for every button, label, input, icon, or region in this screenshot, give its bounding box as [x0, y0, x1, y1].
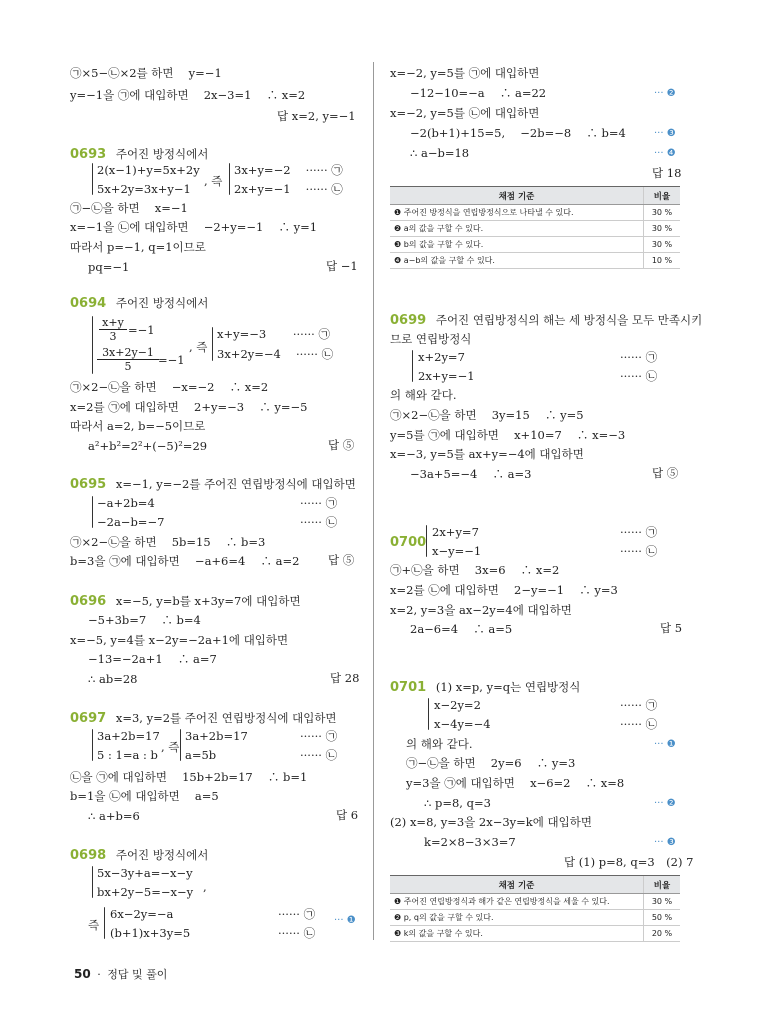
- line: ㉠×5−㉡×2를 하면 y=−1: [70, 66, 222, 80]
- equation-rhs: =−1: [158, 353, 185, 367]
- table-cell: 30 %: [644, 894, 681, 910]
- equation: bx+2y−5=−x−y: [97, 885, 194, 899]
- table-cell: ❹ a−b의 값을 구할 수 있다.: [390, 253, 644, 269]
- numerator: 3x+2y−1: [97, 346, 159, 360]
- problem-intro: x=−1, y=−2를 주어진 연립방정식에 대입하면: [115, 477, 356, 491]
- denominator: 3: [109, 330, 117, 343]
- equation: 2x+y=7: [432, 525, 479, 539]
- line: 따라서 p=−1, q=1이므로: [70, 240, 206, 254]
- line: y=3을 ㉠에 대입하면 x−6=2 ∴ x=8: [406, 776, 625, 790]
- problem-intro: 주어진 연립방정식의 해는 세 방정식을 모두 만족시키: [435, 313, 703, 327]
- step-mark: ··· ❸: [654, 128, 676, 139]
- left-brace: [229, 163, 230, 195]
- page-number: 50: [74, 967, 91, 981]
- problem-0699: [390, 313, 702, 328]
- problem-number: 0695: [70, 477, 107, 492]
- step-mark: ··· ❶: [334, 915, 356, 926]
- fraction: [99, 316, 127, 343]
- step-mark: ··· ❷: [654, 88, 676, 99]
- equation-label: ······ ㉠: [620, 698, 658, 712]
- table-header: [390, 876, 680, 894]
- numerator: x+y: [99, 316, 127, 330]
- table-cell: 30 %: [644, 205, 681, 221]
- problem-number: 0700: [390, 535, 427, 550]
- line: a²+b²=2²+(−5)²=29: [88, 439, 208, 453]
- table-header-criteria: 채점 기준: [390, 876, 644, 894]
- table-header-ratio: 비율: [644, 876, 681, 894]
- table-row: [390, 237, 680, 253]
- step-mark: ··· ❶: [654, 739, 676, 750]
- left-brace: [92, 729, 93, 761]
- equation-label: ······ ㉠: [300, 729, 338, 743]
- left-brace: [180, 729, 181, 761]
- line: y=5를 ㉠에 대입하면 x+10=7 ∴ x=−3: [390, 428, 626, 442]
- problem-number: 0698: [70, 848, 107, 863]
- equation-label: ······ ㉡: [620, 717, 658, 731]
- line: (2) x=8, y=3을 2x−3y=k에 대입하면: [390, 815, 592, 829]
- table-cell: ❸ b의 값을 구할 수 있다.: [390, 237, 644, 253]
- step-mark: ··· ❸: [654, 837, 676, 848]
- line: 의 해와 같다.: [390, 388, 457, 402]
- problem-0700: [390, 535, 426, 550]
- scoring-table: [390, 875, 680, 942]
- table-cell: 30 %: [644, 221, 681, 237]
- line: ㉠×2−㉡을 하면 −x=−2 ∴ x=2: [70, 380, 269, 394]
- line: ㉠+㉡을 하면 3x=6 ∴ x=2: [390, 563, 560, 577]
- equation-label: ······ ㉠: [620, 525, 658, 539]
- problem-intro: 주어진 방정식에서: [115, 147, 209, 161]
- problem-number: 0694: [70, 296, 107, 311]
- equation: 2(x−1)+y=5x+2y: [97, 163, 200, 177]
- table-cell: ❸ k의 값을 구할 수 있다.: [390, 926, 644, 942]
- answer: 답 (1) p=8, q=3 (2) 7: [564, 855, 694, 869]
- line: x=−2, y=5를 ㉡에 대입하면: [390, 106, 540, 120]
- table-header-criteria: 채점 기준: [390, 187, 644, 205]
- line: pq=−1: [88, 260, 130, 274]
- line: 따라서 a=2, b=−5이므로: [70, 419, 206, 433]
- equation: 3x+2y=−4 ······ ㉡: [217, 347, 334, 361]
- table-cell: 30 %: [644, 237, 681, 253]
- equation-label: ······ ㉠: [620, 350, 658, 364]
- equation-label: ······ ㉡: [620, 544, 658, 558]
- table-cell: 20 %: [644, 926, 681, 942]
- joint: 즉: [88, 918, 100, 932]
- footer-separator: ·: [97, 968, 101, 981]
- table-row: [390, 221, 680, 237]
- equation-label: ······ ㉠: [300, 496, 338, 510]
- line: b=3을 ㉠에 대입하면 −a+6=4 ∴ a=2: [70, 554, 300, 568]
- problem-0701: [390, 680, 580, 695]
- joint: , 즉: [189, 340, 208, 354]
- problem-intro: (1) x=p, y=q는 연립방정식: [435, 680, 581, 694]
- equation: x+2y=7: [418, 350, 465, 364]
- line: x=−3, y=5를 ax+y=−4에 대입하면: [390, 447, 584, 461]
- equation: 3a+2b=17: [185, 729, 248, 743]
- left-brace: [426, 525, 427, 557]
- line: ∴ p=8, q=3: [424, 796, 491, 810]
- table-cell: 10 %: [644, 253, 681, 269]
- equation-label: ······ ㉡: [300, 748, 338, 762]
- equation-rhs: =−1: [128, 323, 155, 337]
- answer: 답 ⑤: [652, 466, 679, 480]
- left-brace: [104, 907, 105, 939]
- problem-number: 0697: [70, 711, 107, 726]
- problem-intro: x=3, y=2를 주어진 연립방정식에 대입하면: [115, 711, 337, 725]
- table-row: [390, 894, 680, 910]
- equation: −2a−b=−7: [97, 515, 165, 529]
- problem-0698: [70, 848, 208, 863]
- equation: 5 : 1=a : b: [97, 748, 158, 762]
- fraction: [97, 346, 159, 373]
- problem-0695: [70, 477, 356, 492]
- answer: 답 −1: [326, 259, 358, 273]
- equation: 6x−2y=−a: [110, 907, 174, 921]
- table-row: [390, 253, 680, 269]
- equation-label: ······ ㉡: [620, 369, 658, 383]
- line: 2a−6=4 ∴ a=5: [410, 622, 513, 636]
- line: −3a+5=−4 ∴ a=3: [410, 467, 532, 481]
- problem-0693: [70, 147, 208, 162]
- line: k=2×8−3×3=7: [424, 835, 516, 849]
- line: ㉠−㉡을 하면 x=−1: [70, 201, 188, 215]
- answer: 답 18: [652, 166, 682, 180]
- line: x=2, y=3을 ax−2y=4에 대입하면: [390, 603, 572, 617]
- table-cell: ❷ a의 값을 구할 수 있다.: [390, 221, 644, 237]
- line: x=2를 ㉡에 대입하면 2−y=−1 ∴ y=3: [390, 583, 618, 597]
- equation: 2x+y=−1: [418, 369, 475, 383]
- equation: −a+2b=4: [97, 496, 155, 510]
- equation: x+y=−3 ······ ㉠: [217, 327, 330, 341]
- table-row: [390, 205, 680, 221]
- line: x=−1을 ㉡에 대입하면 −2+y=−1 ∴ y=1: [70, 220, 318, 234]
- problem-0697: [70, 711, 337, 726]
- table-header: [390, 187, 680, 205]
- answer: 답 ⑤: [328, 438, 355, 452]
- answer: 답 ⑤: [328, 553, 355, 567]
- joint: , 즉: [161, 740, 180, 754]
- line: ㉠×2−㉡을 하면 3y=15 ∴ y=5: [390, 408, 584, 422]
- line: ∴ ab=28: [88, 672, 138, 686]
- line: −5+3b=7 ∴ b=4: [88, 613, 201, 627]
- answer: 답 x=2, y=−1: [277, 109, 356, 123]
- equation: a=5b: [185, 748, 217, 762]
- line: b=1을 ㉡에 대입하면 a=5: [70, 789, 219, 803]
- page-footer: [74, 966, 167, 982]
- problem-intro: 주어진 방정식에서: [115, 296, 209, 310]
- problem-number: 0696: [70, 594, 107, 609]
- step-mark: ··· ❹: [654, 148, 676, 159]
- left-brace: [412, 350, 413, 382]
- answer: 답 28: [330, 671, 360, 685]
- equation: 5x−3y+a=−x−y: [97, 866, 193, 880]
- left-brace: [92, 163, 93, 195]
- equation: 3x+y=−2 ······ ㉠: [234, 163, 343, 177]
- equation-label: ······ ㉡: [300, 515, 338, 529]
- left-brace: [212, 327, 213, 361]
- problem-number: 0693: [70, 147, 107, 162]
- scoring-table: [390, 186, 680, 269]
- answer: 답 5: [660, 621, 683, 635]
- equation: 5x+2y=3x+y−1: [97, 182, 191, 196]
- line: 의 해와 같다.: [406, 737, 473, 751]
- footer-title: 정답 및 풀이: [107, 968, 168, 981]
- line: −13=−2a+1 ∴ a=7: [88, 652, 217, 666]
- equation: x−4y=−4: [434, 717, 491, 731]
- table-cell: ❶ 주어진 연립방정식과 해가 같은 연립방정식을 세울 수 있다.: [390, 894, 644, 910]
- problem-intro: 주어진 방정식에서: [115, 848, 209, 862]
- problem-number: 0701: [390, 680, 427, 695]
- step-mark: ··· ❷: [654, 798, 676, 809]
- table-row: [390, 926, 680, 942]
- line: x=−2, y=5를 ㉠에 대입하면: [390, 66, 540, 80]
- table-cell: 50 %: [644, 910, 681, 926]
- table-cell: ❶ 주어진 방정식을 연립방정식으로 나타낼 수 있다.: [390, 205, 644, 221]
- equation: (b+1)x+3y=5: [110, 926, 191, 940]
- line: x=2를 ㉠에 대입하면 2+y=−3 ∴ y=−5: [70, 400, 308, 414]
- left-brace: [92, 316, 93, 374]
- left-brace: [428, 698, 429, 730]
- problem-intro: x=−5, y=b를 x+3y=7에 대입하면: [115, 594, 301, 608]
- line: ㉠×2−㉡을 하면 5b=15 ∴ b=3: [70, 535, 266, 549]
- equation: x−y=−1: [432, 544, 482, 558]
- line: ∴ a−b=18: [410, 146, 470, 160]
- table-header-ratio: 비율: [644, 187, 681, 205]
- denominator: 5: [124, 360, 132, 373]
- line: ㉡을 ㉠에 대입하면 15b+2b=17 ∴ b=1: [70, 770, 308, 784]
- line: −2(b+1)+15=5, −2b=−8 ∴ b=4: [410, 126, 626, 140]
- line: −12−10=−a ∴ a=22: [410, 86, 547, 100]
- equation: 3a+2b=17: [97, 729, 160, 743]
- problem-number: 0699: [390, 313, 427, 328]
- equation: x−2y=2: [434, 698, 481, 712]
- joint: , 즉: [204, 174, 223, 188]
- equation-label: ······ ㉠: [278, 907, 316, 921]
- line: y=−1을 ㉠에 대입하면 2x−3=1 ∴ x=2: [70, 88, 306, 102]
- line: ㉠−㉡을 하면 2y=6 ∴ y=3: [406, 756, 576, 770]
- left-brace: [92, 496, 93, 528]
- line: 므로 연립방정식: [390, 332, 472, 346]
- problem-0694: [70, 296, 208, 311]
- line: ∴ a+b=6: [88, 809, 140, 823]
- equation: 2x+y=−1 ······ ㉡: [234, 182, 343, 196]
- equation-label: ······ ㉡: [278, 926, 316, 940]
- table-cell: ❷ p, q의 값을 구할 수 있다.: [390, 910, 644, 926]
- left-brace: [92, 866, 93, 898]
- comma: ,: [203, 880, 207, 894]
- line: x=−5, y=4를 x−2y=−2a+1에 대입하면: [70, 633, 289, 647]
- column-divider: [373, 62, 374, 940]
- problem-0696: [70, 594, 301, 609]
- table-row: [390, 910, 680, 926]
- answer: 답 6: [336, 808, 359, 822]
